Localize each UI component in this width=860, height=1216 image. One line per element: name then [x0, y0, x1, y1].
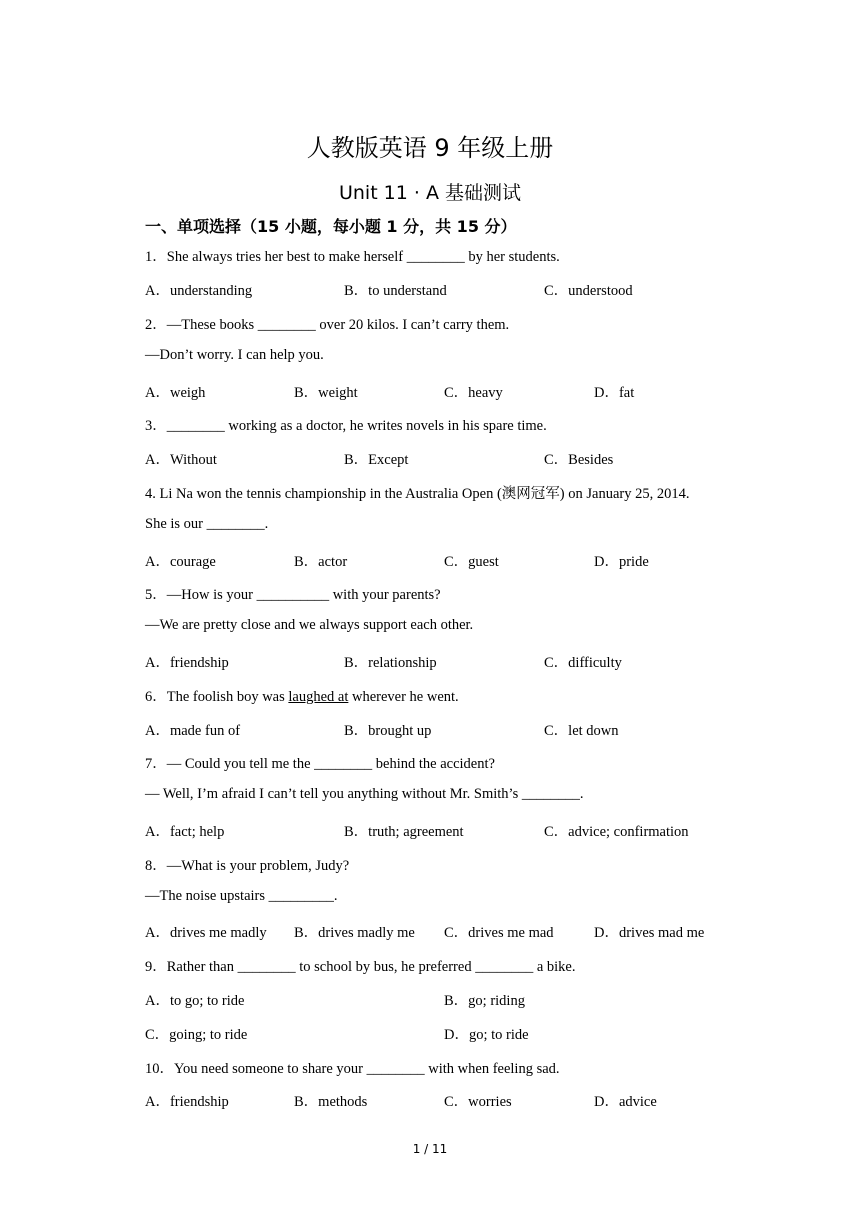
question-6-stem — [145, 685, 459, 706]
question-1-option-c: C．understood — [544, 283, 633, 299]
question-7-option-b: B．truth; agreement — [344, 824, 464, 840]
question-8-option-c: C．drives me mad — [444, 925, 554, 941]
question-8-option-a: A．drives me madly — [145, 925, 267, 941]
question-8-option-b: B．drives madly me — [294, 925, 415, 941]
question-2-option-a: A．weigh — [145, 385, 206, 401]
question-9-option-c: C．going; to ride — [145, 1027, 248, 1043]
question-2-option-c: C．heavy — [444, 385, 503, 401]
question-2-stem-reply: —Don’t worry. I can help you. — [145, 347, 324, 363]
question-7-stem-reply: — Well, I’m afraid I can’t tell you anything without Mr. Smith’s ________. — [145, 786, 584, 802]
question-6-option-b: B．brought up — [344, 723, 432, 739]
question-5-option-a: A．friendship — [145, 655, 229, 671]
question-4-stem-cont: She is our ________. — [145, 516, 269, 532]
question-1-option-a: A．understanding — [145, 283, 253, 299]
question-3-option-c: C．Besides — [544, 452, 614, 468]
question-9-option-a: A．to go; to ride — [145, 993, 245, 1009]
section-heading: 一、单项选择（15 小题，每小题 1 分，共 15 分） — [145, 217, 517, 236]
question-4-stem: 4. Li Na won the tennis championship in the Australia Open (澳网冠军) on January 25, 2014. — [145, 486, 690, 502]
question-10-option-d: D．advice — [594, 1094, 657, 1110]
question-4-option-c: C．guest — [444, 554, 499, 570]
question-10-option-c: C．worries — [444, 1094, 512, 1110]
question-1-option-b: B．to understand — [344, 283, 447, 299]
question-4-option-b: B．actor — [294, 554, 348, 570]
question-8-stem: 8．—What is your problem, Judy? — [145, 858, 350, 874]
question-2-option-d: D．fat — [594, 385, 635, 401]
question-1-stem: 1．She always tries her best to make herself ________ by her students. — [145, 249, 560, 265]
question-10-option-a: A．friendship — [145, 1094, 229, 1110]
question-6-stem-post: wherever he went. — [348, 689, 459, 705]
question-2-stem: 2．—These books ________ over 20 kilos. I can’t carry them. — [145, 317, 510, 333]
question-5-stem-reply: —We are pretty close and we always support each other. — [145, 617, 474, 633]
question-7-option-a: A．fact; help — [145, 824, 225, 840]
question-4-option-d: D．pride — [594, 554, 649, 570]
question-6-option-a: A．made fun of — [145, 723, 241, 739]
question-7-stem: 7．— Could you tell me the ________ behind the accident? — [145, 756, 495, 772]
question-6-underlined-phrase: laughed at — [288, 689, 349, 705]
question-3-option-b: B．Except — [344, 452, 409, 468]
question-8-stem-reply: —The noise upstairs _________. — [145, 888, 338, 904]
question-5-option-b: B．relationship — [344, 655, 437, 671]
question-10-stem: 10．You need someone to share your ________ with when feeling sad. — [145, 1061, 560, 1077]
question-9-option-b: B．go; riding — [444, 993, 525, 1009]
question-4-option-a: A．courage — [145, 554, 216, 570]
question-6-option-c: C．let down — [544, 723, 619, 739]
document-subtitle: Unit 11 · A 基础测试 — [338, 182, 522, 204]
question-9-option-d: D．go; to ride — [444, 1027, 529, 1043]
question-3-option-a: A．Without — [145, 452, 217, 468]
question-10-option-b: B．methods — [294, 1094, 368, 1110]
question-5-option-c: C．difficulty — [544, 655, 622, 671]
question-7-option-c: C．advice; confirmation — [544, 824, 689, 840]
question-9-stem: 9．Rather than ________ to school by bus, he preferred ________ a bike. — [145, 959, 576, 975]
document-title: 人教版英语 9 年级上册 — [306, 134, 554, 162]
question-5-stem: 5．—How is your __________ with your parents? — [145, 587, 441, 603]
page-number: 1 / 11 — [412, 1142, 448, 1156]
question-3-stem: 3．________ working as a doctor, he writes novels in his spare time. — [145, 418, 547, 434]
question-8-option-d: D．drives mad me — [594, 925, 705, 941]
question-2-option-b: B．weight — [294, 385, 358, 401]
question-6-stem-pre: 6．The foolish boy was — [145, 689, 289, 705]
